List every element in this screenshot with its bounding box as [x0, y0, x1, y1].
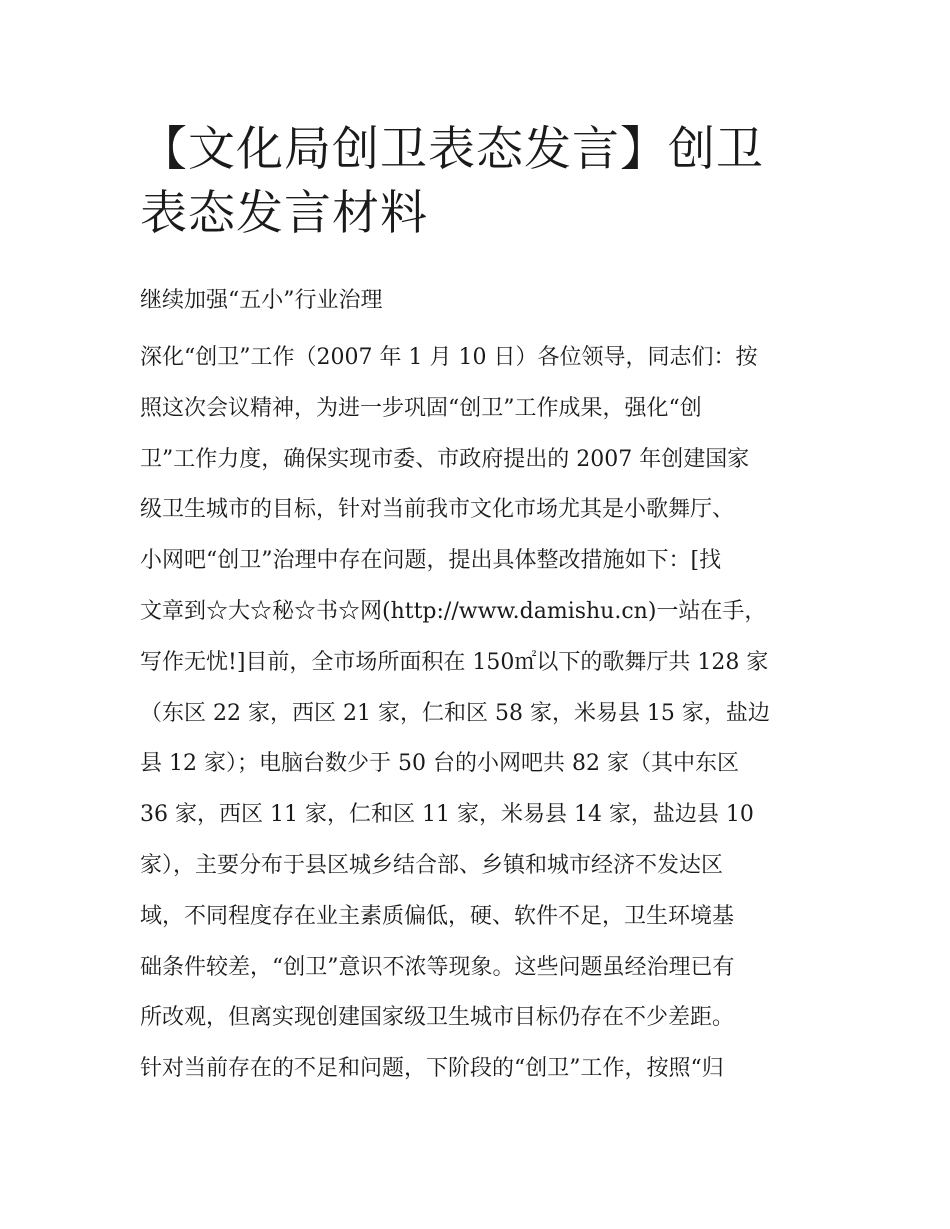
document-subtitle: 继续加强“五小”行业治理 [140, 288, 383, 313]
body-line: 县 12 家）；电脑台数少于 50 台的小网吧共 82 家（其中东区 [140, 751, 739, 777]
title-line: 【文化局创卫表态发言】创卫 [140, 122, 764, 177]
body-line: 小网吧“创卫”治理中存在问题，提出具体整改措施如下：[找 [140, 548, 722, 574]
body-line: （东区 22 家，西区 21 家，仁和区 58 家，米易县 15 家，盐边 [140, 700, 770, 726]
body-line: 所改观，但离实现创建国家级卫生城市目标仍存在不少差距。 [140, 1005, 735, 1031]
body-line: 文章到☆大☆秘☆书☆网(http://www.damishu.cn)一站在手， [140, 598, 767, 624]
body-line: 卫”工作力度，确保实现市委、市政府提出的 2007 年创建国家 [140, 446, 750, 472]
body-line: 照这次会议精神，为进一步巩固“创卫”工作成果，强化“创 [140, 395, 702, 421]
body-line: 础条件较差，“创卫”意识不浓等现象。这些问题虽经治理已有 [140, 954, 735, 980]
document-title [140, 118, 820, 246]
title-line: 表态发言材料 [140, 186, 428, 241]
body-line: 36 家，西区 11 家，仁和区 11 家，米易县 14 家，盐边县 10 [140, 802, 754, 828]
body-line: 级卫生城市的目标，针对当前我市文化市场尤其是小歌舞厅、 [140, 497, 735, 523]
body-line: 域，不同程度存在业主素质偏低，硬、软件不足，卫生环境基 [140, 903, 735, 929]
document-body [140, 333, 810, 1095]
body-line: 家），主要分布于县区城乡结合部、乡镇和城市经济不发达区 [140, 852, 724, 878]
body-line: 针对当前存在的不足和问题，下阶段的“创卫”工作，按照“归 [140, 1056, 724, 1082]
body-line: 写作无忧!]目前，全市场所面积在 150㎡以下的歌舞厅共 128 家 [140, 649, 769, 675]
body-line: 深化“创卫”工作（2007 年 1 月 10 日）各位领导，同志们：按 [140, 345, 758, 370]
